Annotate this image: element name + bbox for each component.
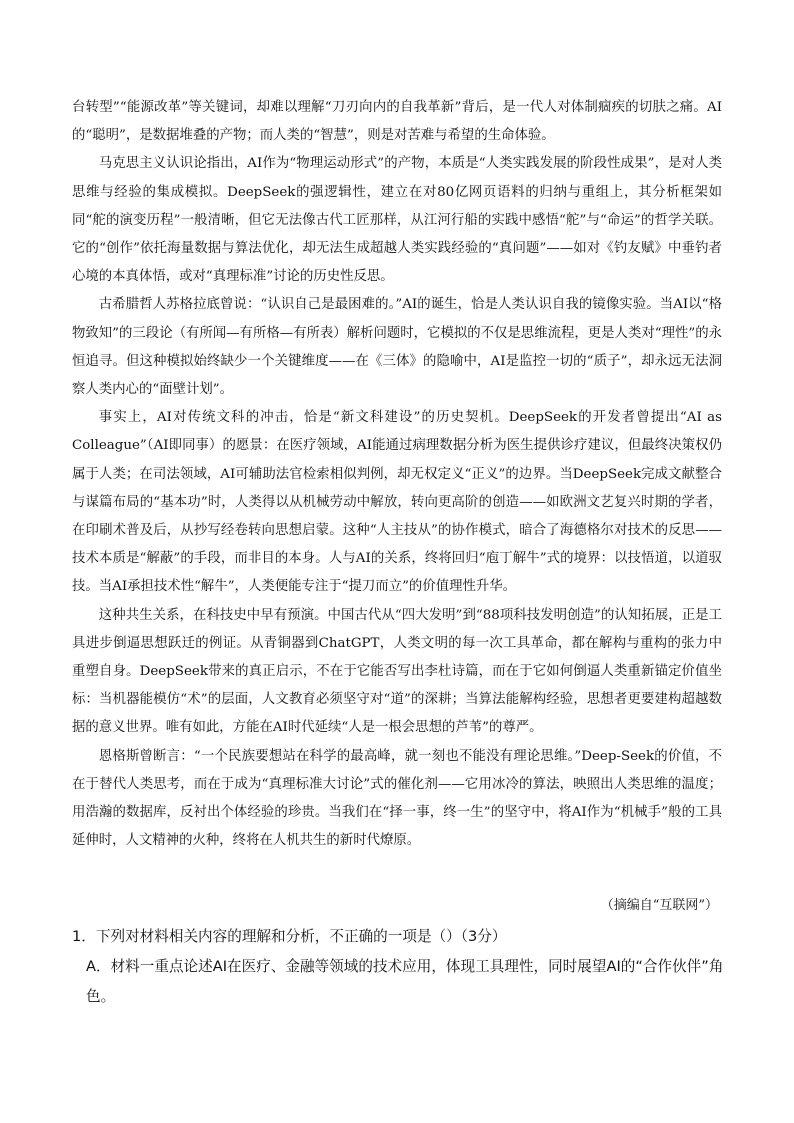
passage-body [72, 94, 722, 855]
passage-paragraph: 古希腊哲人苏格拉底曾说：“认识自己是最困难的。”AI的诞生，恰是人类认识自我的镜像实验。当AI以“格物致知”的三段论（有所闻—有所格—有所表）解析问题时，它模拟的不仅是思维流程，更是人类对“理性”的永恒追寻。但这种模拟始终缺少一个关键维度——在《三体》的隐喻中，AI是监控一切的“质子”，却永远无法洞察人类内心的“面壁计划”。 [72, 297, 722, 398]
passage-paragraph: 事实上，AI对传统文科的冲击，恰是“新文科建设”的历史契机。DeepSeek的开发者曾提出“AI as Colleague”（AI即同事）的愿景：在医疗领域，AI能通过病理数据分析为医生提供诊疗建议，但最终决策权仍属于人类；在司法领域，AI可辅助法官检索相似判例，却无权定义“正义”的边界。当DeepSeek完成文献整合与谋篇布局的“基本功”时，人类得以从机械劳动中解放，转向更高阶的创造——如欧洲文艺复兴时期的学者，在印刷术普及后，从抄写经卷转向思想启蒙。这种“人主技从”的协作模式，暗合了海德格尔对技术的反思——技术本质是“解蔽”的手段，而非目的本身。人与AI的关系，终将回归“庖丁解牛”式的境界：以技悟道，以道驭技。当AI承担技术性“解牛”，人类便能专注于“提刀而立”的价值理性升华。 [72, 410, 722, 595]
passage-paragraph: 马克思主义认识论指出，AI作为“物理运动形式”的产物，本质是“人类实践发展的阶段性成果”，是对人类思维与经验的集成模拟。DeepSeek的强逻辑性，建立在对80亿网页语料的归纳与重组上，其分析框架如同“舵的演变历程”一般清晰，但它无法像古代工匠那样，从江河行船的实践中感悟“舵”与“命运”的哲学关联。它的“创作”依托海量数据与算法优化，却无法生成超越人类实践经验的“真问题”——如对《钓友赋》中垂钓者心境的本真体悟，或对“真理标准”讨论的历史性反思。 [72, 156, 722, 285]
passage-paragraph: 这种共生关系，在科技史中早有预演。中国古代从“四大发明”到“88项科技发明创造”的认知拓展，正是工具进步倒逼思想跃迁的例证。从青铜器到ChatGPT，人类文明的每一次工具革命，都在解构与重构的张力中重塑自身。DeepSeek带来的真正启示，不在于它能否写出李杜诗篇，而在于它如何倒逼人类重新锚定价值坐标：当机器能模仿“术”的层面，人文教育必须坚守对“道”的深耕；当算法能解构经验，思想者更要建构超越数据的意义世界。唯有如此，方能在AI时代延续“人是一根会思想的芦苇”的尊严。 [72, 607, 722, 736]
passage-paragraph: 恩格斯曾断言：“一个民族要想站在科学的最高峰，就一刻也不能没有理论思维。”Deep-Seek的价值，不在于替代人类思考，而在于成为“真理标准大讨论”式的催化剂——它用冰冷的算法，映照出人类思维的温度；用浩瀚的数据库，反衬出个体经验的珍贵。当我们在“择一事，终一生”的坚守中，将AI作为“机械手”般的工具延伸时，人文精神的火种，终将在人机共生的新时代燎原。 [72, 748, 722, 849]
option-a: A．材料一重点论述AI在医疗、金融等领域的技术应用，体现工具理性，同时展望AI的“合作伙伴”角 [86, 958, 724, 975]
passage-paragraph: 台转型”“能源改革”等关键词，却难以理解“刀刃向内的自我革新”背后，是一代人对体制痼疾的切肤之痛。AI的“聪明”，是数据堆叠的产物；而人类的“智慧”，则是对苦难与希望的生命体验。 [72, 100, 722, 144]
question-stem: 1．下列对材料相关内容的理解和分析，不正确的一项是（）（3分） [72, 928, 507, 945]
question-block [72, 922, 727, 1012]
option-a-continuation: 色。 [86, 988, 116, 1005]
passage-source: （摘编自“互联网”） [600, 898, 718, 913]
